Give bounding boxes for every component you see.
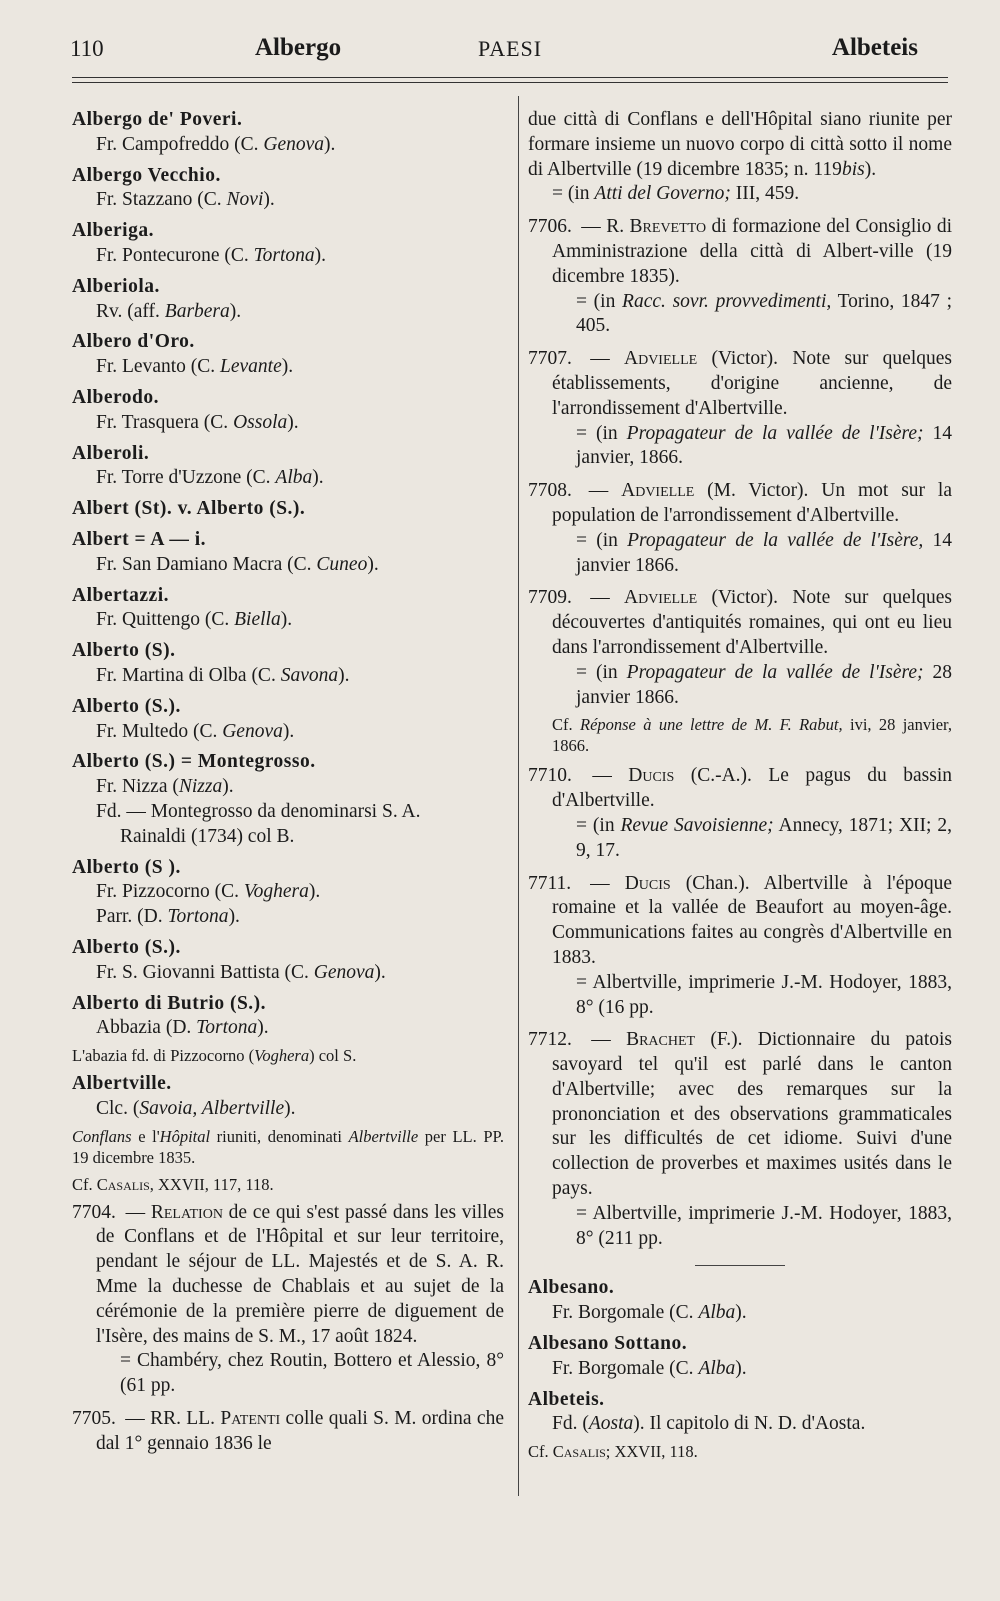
entry-headword: Alberto (S ). bbox=[72, 856, 181, 878]
section-separator bbox=[695, 1265, 785, 1266]
entry-headword: Alberto (S.) = Montegrosso. bbox=[72, 751, 316, 773]
entry-headword: Alberodo. bbox=[72, 386, 160, 408]
entry-headword: Alberiola. bbox=[72, 275, 160, 297]
entry-line: Fr. Torre d'Uzzone (C. Alba). bbox=[96, 467, 324, 489]
publication-line: = (in Revue Savoisienne; Annecy, 1871; XII; 2, 9, 17. bbox=[576, 814, 952, 861]
entry-note: Cf. Réponse à une lettre de M. F. Rabut, ivi, 28 janvier, 1866. bbox=[552, 715, 952, 756]
right-heading: Albeteis bbox=[831, 34, 918, 61]
entry-line: Fd. — Montegrosso da denominarsi S. A. bbox=[96, 800, 421, 822]
gazetteer-entry bbox=[528, 1276, 952, 1326]
publication-line: = Chambéry, chez Routin, Bottero et Alessio, 8° (61 pp. bbox=[120, 1350, 504, 1397]
left-column bbox=[72, 108, 504, 1465]
header-rule bbox=[72, 77, 948, 78]
bibliography-entry: 7710. — Ducis (C.-A.). Le pagus du bassin d'Albertville. = (in Revue Savoisienne; Annecy, 1871; XII; 2, 9, 17. bbox=[528, 764, 952, 863]
entry-line: Fr. Stazzano (C. Novi). bbox=[96, 189, 275, 211]
header-rule-double bbox=[72, 82, 948, 83]
entry-headword: Albesano. bbox=[528, 1277, 615, 1299]
gazetteer-entry bbox=[72, 386, 504, 436]
publication-line: = (in Propagateur de la vallée de l'Isère, 14 janvier 1866. bbox=[576, 529, 953, 576]
entry-line: Fr. Trasquera (C. Ossola). bbox=[96, 411, 299, 433]
bibliography-entry: 7705. — RR. LL. Patenti colle quali S. M. ordina che dal 1° gennaio 1836 le bbox=[72, 1408, 504, 1454]
publication-line: = (in Atti del Governo; III, 459. bbox=[552, 183, 800, 205]
entry-line: Fr. S. Giovanni Battista (C. Genova). bbox=[96, 961, 386, 983]
bibliography-entry: 7707. — Advielle (Victor). Note sur quelques établissements, d'origine ancienne, de l'arrondissement d'Albertville. = (in Propagateur de la vallée de l'Isère; 14 janvier, 1866. bbox=[528, 347, 952, 471]
entry-headword: Albertville. bbox=[72, 1073, 172, 1095]
entry-line: Fr. Pontecurone (C. Tortona). bbox=[96, 244, 327, 266]
gazetteer-entry bbox=[72, 992, 504, 1067]
gazetteer-entry bbox=[72, 936, 504, 986]
column-divider bbox=[518, 96, 519, 1496]
center-heading: PAESI bbox=[478, 36, 543, 61]
entry-line: Fr. Quittengo (C. Biella). bbox=[96, 609, 293, 631]
entry-note: L'abazia fd. di Pizzocorno (Voghera) col S. bbox=[72, 1046, 357, 1066]
entry-line: Parr. (D. Tortona). bbox=[96, 906, 240, 928]
entry-line: Abbazia (D. Tortona). bbox=[96, 1017, 269, 1039]
gazetteer-entry bbox=[528, 1332, 952, 1382]
publication-line: = Albertville, imprimerie J.-M. Hodoyer, 1883, 8° (211 pp. bbox=[576, 1202, 952, 1249]
bibliography-entry: 7709. — Advielle (Victor). Note sur quelques découvertes d'antiquités romaines, qui ont eu lieu dans l'arrondissement d'Albertville. = (in Propagateur de la vallée de l'Isère; 28 janvier 1866. Cf. Réponse à une lettre de M. F. Rabut, ivi, 28 janvier, 1866. bbox=[528, 587, 953, 756]
publication-line: = (in Propagateur de la vallée de l'Isère; 14 janvier, 1866. bbox=[576, 422, 953, 469]
gazetteer-entry bbox=[72, 442, 504, 492]
gazetteer-entry bbox=[72, 528, 504, 578]
entry-line: Fr. Borgomale (C. Alba). bbox=[552, 1357, 747, 1379]
publication-line: = (in Propagateur de la vallée de l'Isère; 28 janvier 1866. bbox=[576, 661, 953, 708]
entry-headword: Albert = A — i. bbox=[72, 528, 206, 550]
publication-line: = (in Racc. sovr. provvedimenti, Torino, 1847 ; 405. bbox=[576, 290, 952, 337]
gazetteer-entry bbox=[72, 330, 504, 380]
entry-line: Fd. (Aosta). Il capitolo di N. D. d'Aosta. bbox=[552, 1413, 866, 1435]
entry-headword: Albesano Sottano. bbox=[528, 1333, 688, 1355]
entry-line: Fr. Levanto (C. Levante). bbox=[96, 356, 294, 378]
entry-note: Cf. Casalis; XXVII, 118. bbox=[528, 1442, 698, 1462]
entry-line: Fr. Multedo (C. Genova). bbox=[96, 720, 295, 742]
bibliography-entry: 7711. — Ducis (Chan.). Albertville à l'époque romaine et la vallée de Beaufort au moyen-âge. Communications faites au congrès d'Albertville en 1883. = Albertville, imprimerie J.-M. Hodoyer, 1883, 8° (16 pp. bbox=[528, 872, 952, 1021]
gazetteer-entry bbox=[72, 639, 504, 689]
entry-note: Cf. Casalis, XXVII, 117, 118. bbox=[72, 1174, 274, 1194]
page-number: 110 bbox=[70, 36, 104, 61]
gazetteer-entry bbox=[528, 1388, 952, 1463]
bibliography-entry: 7704. — Relation de ce qui s'est passé dans les villes de Conflans et de l'Hôpital et sur leur territoire, pendant le séjour de LL. Majestés et de S. A. R. Mme la duchesse de Chablais et au sujet de la cérémonie de la première pierre de diguement de l'Isère, des mains de S. M., 17 août 1824. = Chambéry, chez Routin, Bottero et Alessio, 8° (61 pp. bbox=[72, 1201, 504, 1399]
gazetteer-entry bbox=[72, 695, 504, 745]
gazetteer-entry bbox=[72, 584, 504, 634]
entry-headword: Albeteis. bbox=[528, 1388, 605, 1410]
bibliography-entry: 7706. — R. Brevetto di formazione del Consiglio di Amministrazione della città di Albert-ville (19 dicembre 1835). = (in Racc. sovr. provvedimenti, Torino, 1847 ; 405. bbox=[528, 215, 952, 339]
entry-line: Fr. Borgomale (C. Alba). bbox=[552, 1302, 747, 1324]
entry-headword: Alberto (S.). bbox=[72, 695, 181, 717]
right-column bbox=[528, 108, 952, 1468]
entry-headword: Alberto di Butrio (S.). bbox=[72, 992, 267, 1014]
bibliography-entry: 7712. — Brachet (F.). Dictionnaire du patois savoyard tel qu'il est parlé dans le canton d'Albertville; avec des remarques sur la prononciation et des observations grammaticales sur les difficultés de cet idiome. Suivi d'une collection de proverbes et maximes usités dans le pays. = Albertville, imprimerie J.-M. Hodoyer, 1883, 8° (211 pp. bbox=[528, 1028, 952, 1251]
entry-headword: Albero d'Oro. bbox=[72, 331, 195, 353]
gazetteer-entry bbox=[72, 275, 504, 325]
entry-line: Fr. Nizza (Nizza). bbox=[96, 776, 234, 798]
gazetteer-entry bbox=[72, 219, 504, 269]
running-header bbox=[70, 36, 948, 76]
entry-headword: Alberto (S.). bbox=[72, 936, 181, 958]
entry-headword: Alberiga. bbox=[72, 220, 154, 242]
bibliography-entry-continued: due città di Conflans e dell'Hôpital siano riunite per formare insieme un nuovo corpo di città sotto il nome di Albertville (19 dicembre 1835; n. 119bis). = (in Atti del Governo; III, 459. bbox=[528, 108, 952, 207]
entry-headword: Albergo Vecchio. bbox=[72, 164, 221, 186]
gazetteer-entries bbox=[72, 108, 504, 744]
entry-headword: Alberoli. bbox=[72, 442, 150, 464]
bibliography-entry: 7708. — Advielle (M. Victor). Un mot sur la population de l'arrondissement d'Albertville. = (in Propagateur de la vallée de l'Isère, 14 janvier 1866. bbox=[528, 479, 952, 578]
entry-headword: Albergo de' Poveri. bbox=[72, 109, 243, 130]
gazetteer-entry bbox=[72, 497, 504, 522]
entry-line: Fr. Pizzocorno (C. Voghera). bbox=[96, 881, 321, 903]
entry-note: Conflans e l'Hôpital riuniti, denominati Albertville per LL. PP. 19 dicembre 1835. bbox=[72, 1126, 504, 1167]
entry-line: Fr. San Damiano Macra (C. Cuneo). bbox=[96, 553, 379, 575]
entry-line: Fr. Campofreddo (C. Genova). bbox=[96, 133, 336, 155]
gazetteer-entry bbox=[72, 1072, 504, 1195]
entry-headword: Alberto (S). bbox=[72, 640, 176, 662]
gazetteer-entry bbox=[72, 750, 504, 849]
gazetteer-entry bbox=[72, 856, 504, 930]
entry-line: Rainaldi (1734) col B. bbox=[120, 825, 295, 847]
gazetteer-entry bbox=[72, 108, 504, 158]
entry-line: Rv. (aff. Barbera). bbox=[96, 300, 242, 322]
left-heading: Albergo bbox=[255, 34, 342, 61]
entry-line: Fr. Martina di Olba (C. Savona). bbox=[96, 664, 350, 686]
publication-line: = Albertville, imprimerie J.-M. Hodoyer, 1883, 8° (16 pp. bbox=[576, 971, 952, 1018]
entry-headword: Albertazzi. bbox=[72, 584, 170, 606]
entry-line: Clc. (Savoia, Albertville). bbox=[96, 1097, 296, 1119]
gazetteer-entry bbox=[72, 164, 504, 214]
entry-headword: Albert (St). v. Alberto (S.). bbox=[72, 498, 306, 520]
